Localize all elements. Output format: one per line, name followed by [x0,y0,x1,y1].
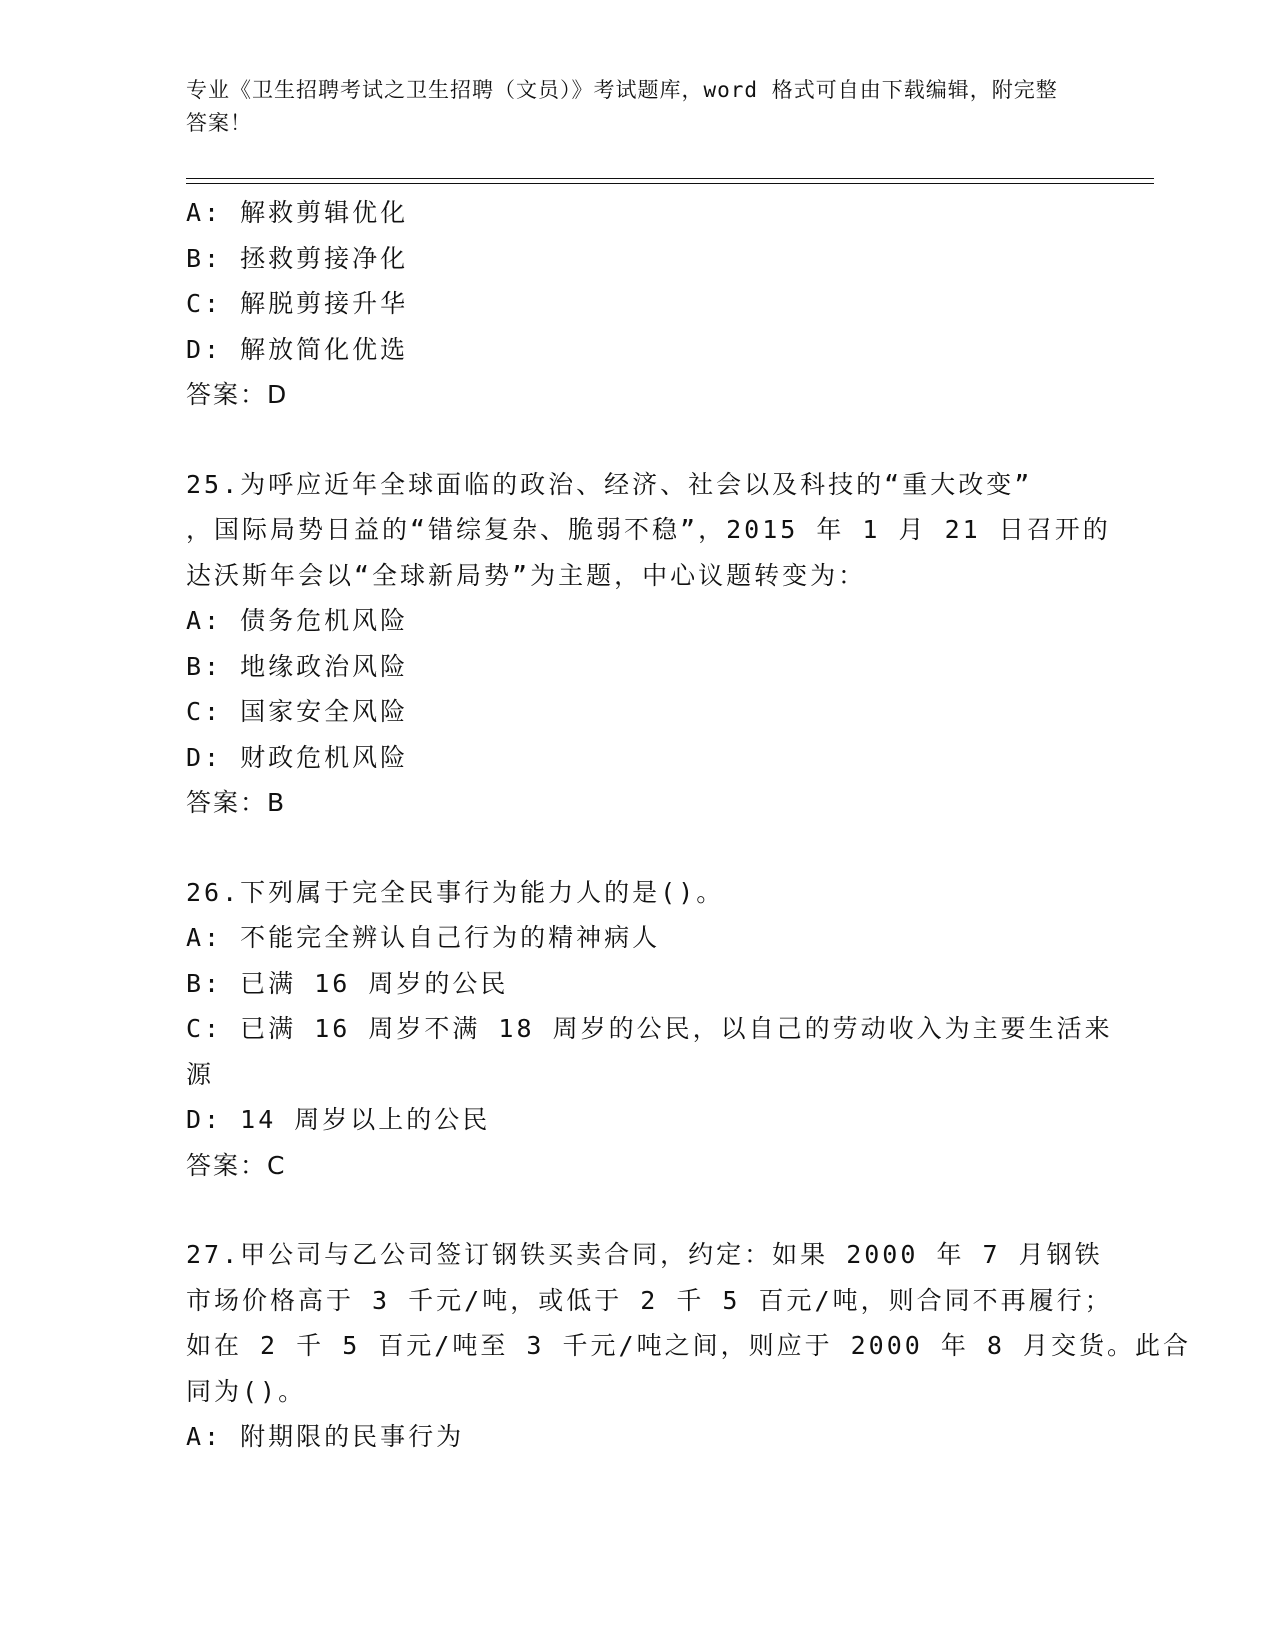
question-stem-line: 25.为呼应近年全球面临的政治、经济、社会以及科技的“重大改变” [186,469,1033,499]
question-list [186,190,1192,1460]
option-d: D: 解放简化优选 [186,334,409,364]
question-26 [186,870,1113,1189]
question-24-continued [186,190,1086,418]
document-header: 专业《卫生招聘考试之卫生招聘（文员）》考试题库，word 格式可自由下载编辑，附完整答案！ [186,78,1058,135]
answer-line: 答案：C [186,1150,287,1180]
option-d: D: 14 周岁以上的公民 [186,1105,491,1134]
question-stem-line: 达沃斯年会以“全球新局势”为主题，中心议题转变为： [186,560,867,590]
option-b: B: 已满 16 周岁的公民 [186,968,509,998]
option-a: A: 债务危机风险 [186,606,409,635]
option-a: A: 解救剪辑优化 [186,198,409,227]
header-divider-bottom [186,183,1154,184]
answer-line: 答案：D [186,380,289,409]
question-stem-line: 26.下列属于完全民事行为能力人的是()。 [186,877,725,907]
option-a: A: 不能完全辨认自己行为的精神病人 [186,923,661,952]
option-c: C: 已满 16 周岁不满 18 周岁的公民，以自己的劳动收入为主要生活来 [186,1014,1113,1043]
spacer [186,1188,1086,1232]
option-b: B: 拯救剪接净化 [186,243,409,273]
option-a: A: 附期限的民事行为 [186,1422,465,1451]
option-c: C: 解脱剪接升华 [186,289,409,318]
question-stem-line: 同为()。 [186,1376,307,1406]
header-divider-top [186,178,1154,179]
option-c-continued: 源 [186,1059,215,1089]
answer-line: 答案：B [186,788,287,817]
option-d: D: 财政危机风险 [186,742,409,772]
question-stem-line: 27.甲公司与乙公司签订钢铁买卖合同，约定：如果 2000 年 7 月钢铁 [186,1240,1103,1269]
question-stem-line: 市场价格高于 3 千元/吨，或低于 2 千 5 百元/吨，则合同不再履行； [186,1285,1113,1315]
option-b: B: 地缘政治风险 [186,651,409,681]
question-27 [186,1232,1192,1460]
spacer [186,826,1086,870]
option-c: C: 国家安全风险 [186,697,409,726]
spacer [186,418,1086,462]
question-25 [186,462,1111,826]
question-stem-line: ，国际局势日益的“错综复杂、脆弱不稳”，2015 年 1 月 21 日召开的 [186,515,1111,544]
question-stem-line: 如在 2 千 5 百元/吨至 3 千元/吨之间，则应于 2000 年 8 月交货。此合 [186,1331,1192,1360]
